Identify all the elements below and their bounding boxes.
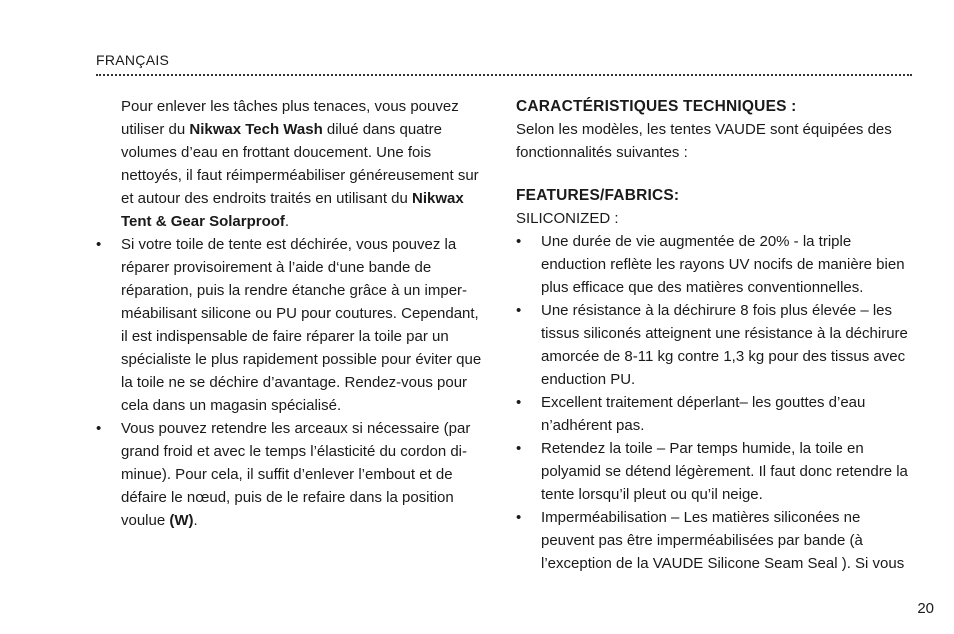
list-item-text: Si votre toile de tente est déchirée, vous pouvez la réparer provisoirement à l’aide d‘une bande de réparation, puis la rendre étanche grâce à un imperméabilisant silicone ou PU pour coutures. Cependant, il est indispensable de faire réparer la toile par un spécialiste le plus rapidement possible pour éviter que la toile ne se déchire d’avantage. Rendez-vous pour cela dans un magasin spécialisé. — [121, 236, 482, 414]
figure-reference: (W) — [169, 512, 194, 529]
bullet-icon: • — [516, 394, 522, 411]
bullet-icon: • — [516, 509, 522, 526]
bullet-icon: • — [516, 302, 522, 319]
bullet-icon: • — [516, 233, 522, 250]
left-column — [96, 95, 488, 532]
intro-text-2: dilué dans quatre volumes d’eau en frottant doucement. Une fois nettoyés, il faut réimperméabiliser généreusement sur et autour des endroits traités en utilisant du — [121, 121, 479, 207]
intro-paragraph — [96, 95, 488, 233]
bullet-icon: • — [96, 420, 102, 437]
list-item — [516, 391, 916, 437]
tech-specs-text: Selon les modèles, les tentes VAUDE sont équipées des fonctionnalités suivantes : — [516, 121, 892, 161]
list-item-end: . — [193, 512, 198, 529]
bullet-icon: • — [516, 440, 522, 457]
intro-text-1: Pour enlever les tâches plus tenaces, vous pouvez utiliser du — [121, 98, 459, 138]
list-item-text: Retendez la toile – Par temps humide, la toile en polyamid se détend légèrement. Il faut donc retendre la tente lorsqu’il pleut ou qu’il neige. — [541, 440, 908, 503]
list-item-text: Excellent traitement déperlant– les gouttes d’eau n’adhérent pas. — [541, 394, 866, 434]
list-item-text: Imperméabilisation – Les matières siliconées ne peuvent pas être imperméabilisées par bande (à l’exception de la VAUDE Silicone Seam Seal ). Si vous — [541, 509, 905, 572]
right-column — [516, 95, 916, 575]
list-item-text: Une durée de vie augmentée de 20% - la triple enduction reflète les rayons UV nocifs de manière bien plus efficace que des matières conventionnelles. — [541, 233, 905, 296]
list-item — [516, 437, 916, 506]
dotted-divider — [96, 74, 912, 76]
language-label: FRANÇAIS — [96, 52, 170, 68]
features-heading: FEATURES/FABRICS: — [516, 187, 680, 204]
intro-text-3: . — [284, 213, 290, 230]
list-item — [516, 230, 916, 299]
section-spacer — [516, 164, 916, 184]
list-item — [516, 299, 916, 391]
tech-specs-heading: CARACTÉRISTIQUES TECHNIQUES : — [516, 98, 797, 115]
list-item — [516, 506, 916, 575]
list-item — [96, 417, 488, 532]
intro-product-solarproof: Nikwax Tent & Gear Solarproof — [121, 190, 464, 230]
page-number: 20 — [917, 600, 934, 617]
siliconized-label: SILICONIZED : — [516, 210, 619, 227]
list-item-text: Une résistance à la déchirure 8 fois plus élevée – les tissus siliconés atteignent une résistance à la déchirure amorcée de 8-11 kg contre 1,3 kg pour des tissus avec enduction PU. — [541, 302, 908, 388]
list-item — [96, 233, 488, 417]
intro-product-tech-wash: Nikwax Tech Wash — [189, 121, 323, 138]
bullet-icon: • — [96, 236, 102, 253]
list-item-text: Vous pouvez retendre les arceaux si nécessaire (par grand froid et avec le temps l’élasticité du cordon diminue). Pour cela, il suffit d’enlever l’embout et de défaire le nœud, puis de le refaire dans la position voulue — [121, 420, 471, 529]
